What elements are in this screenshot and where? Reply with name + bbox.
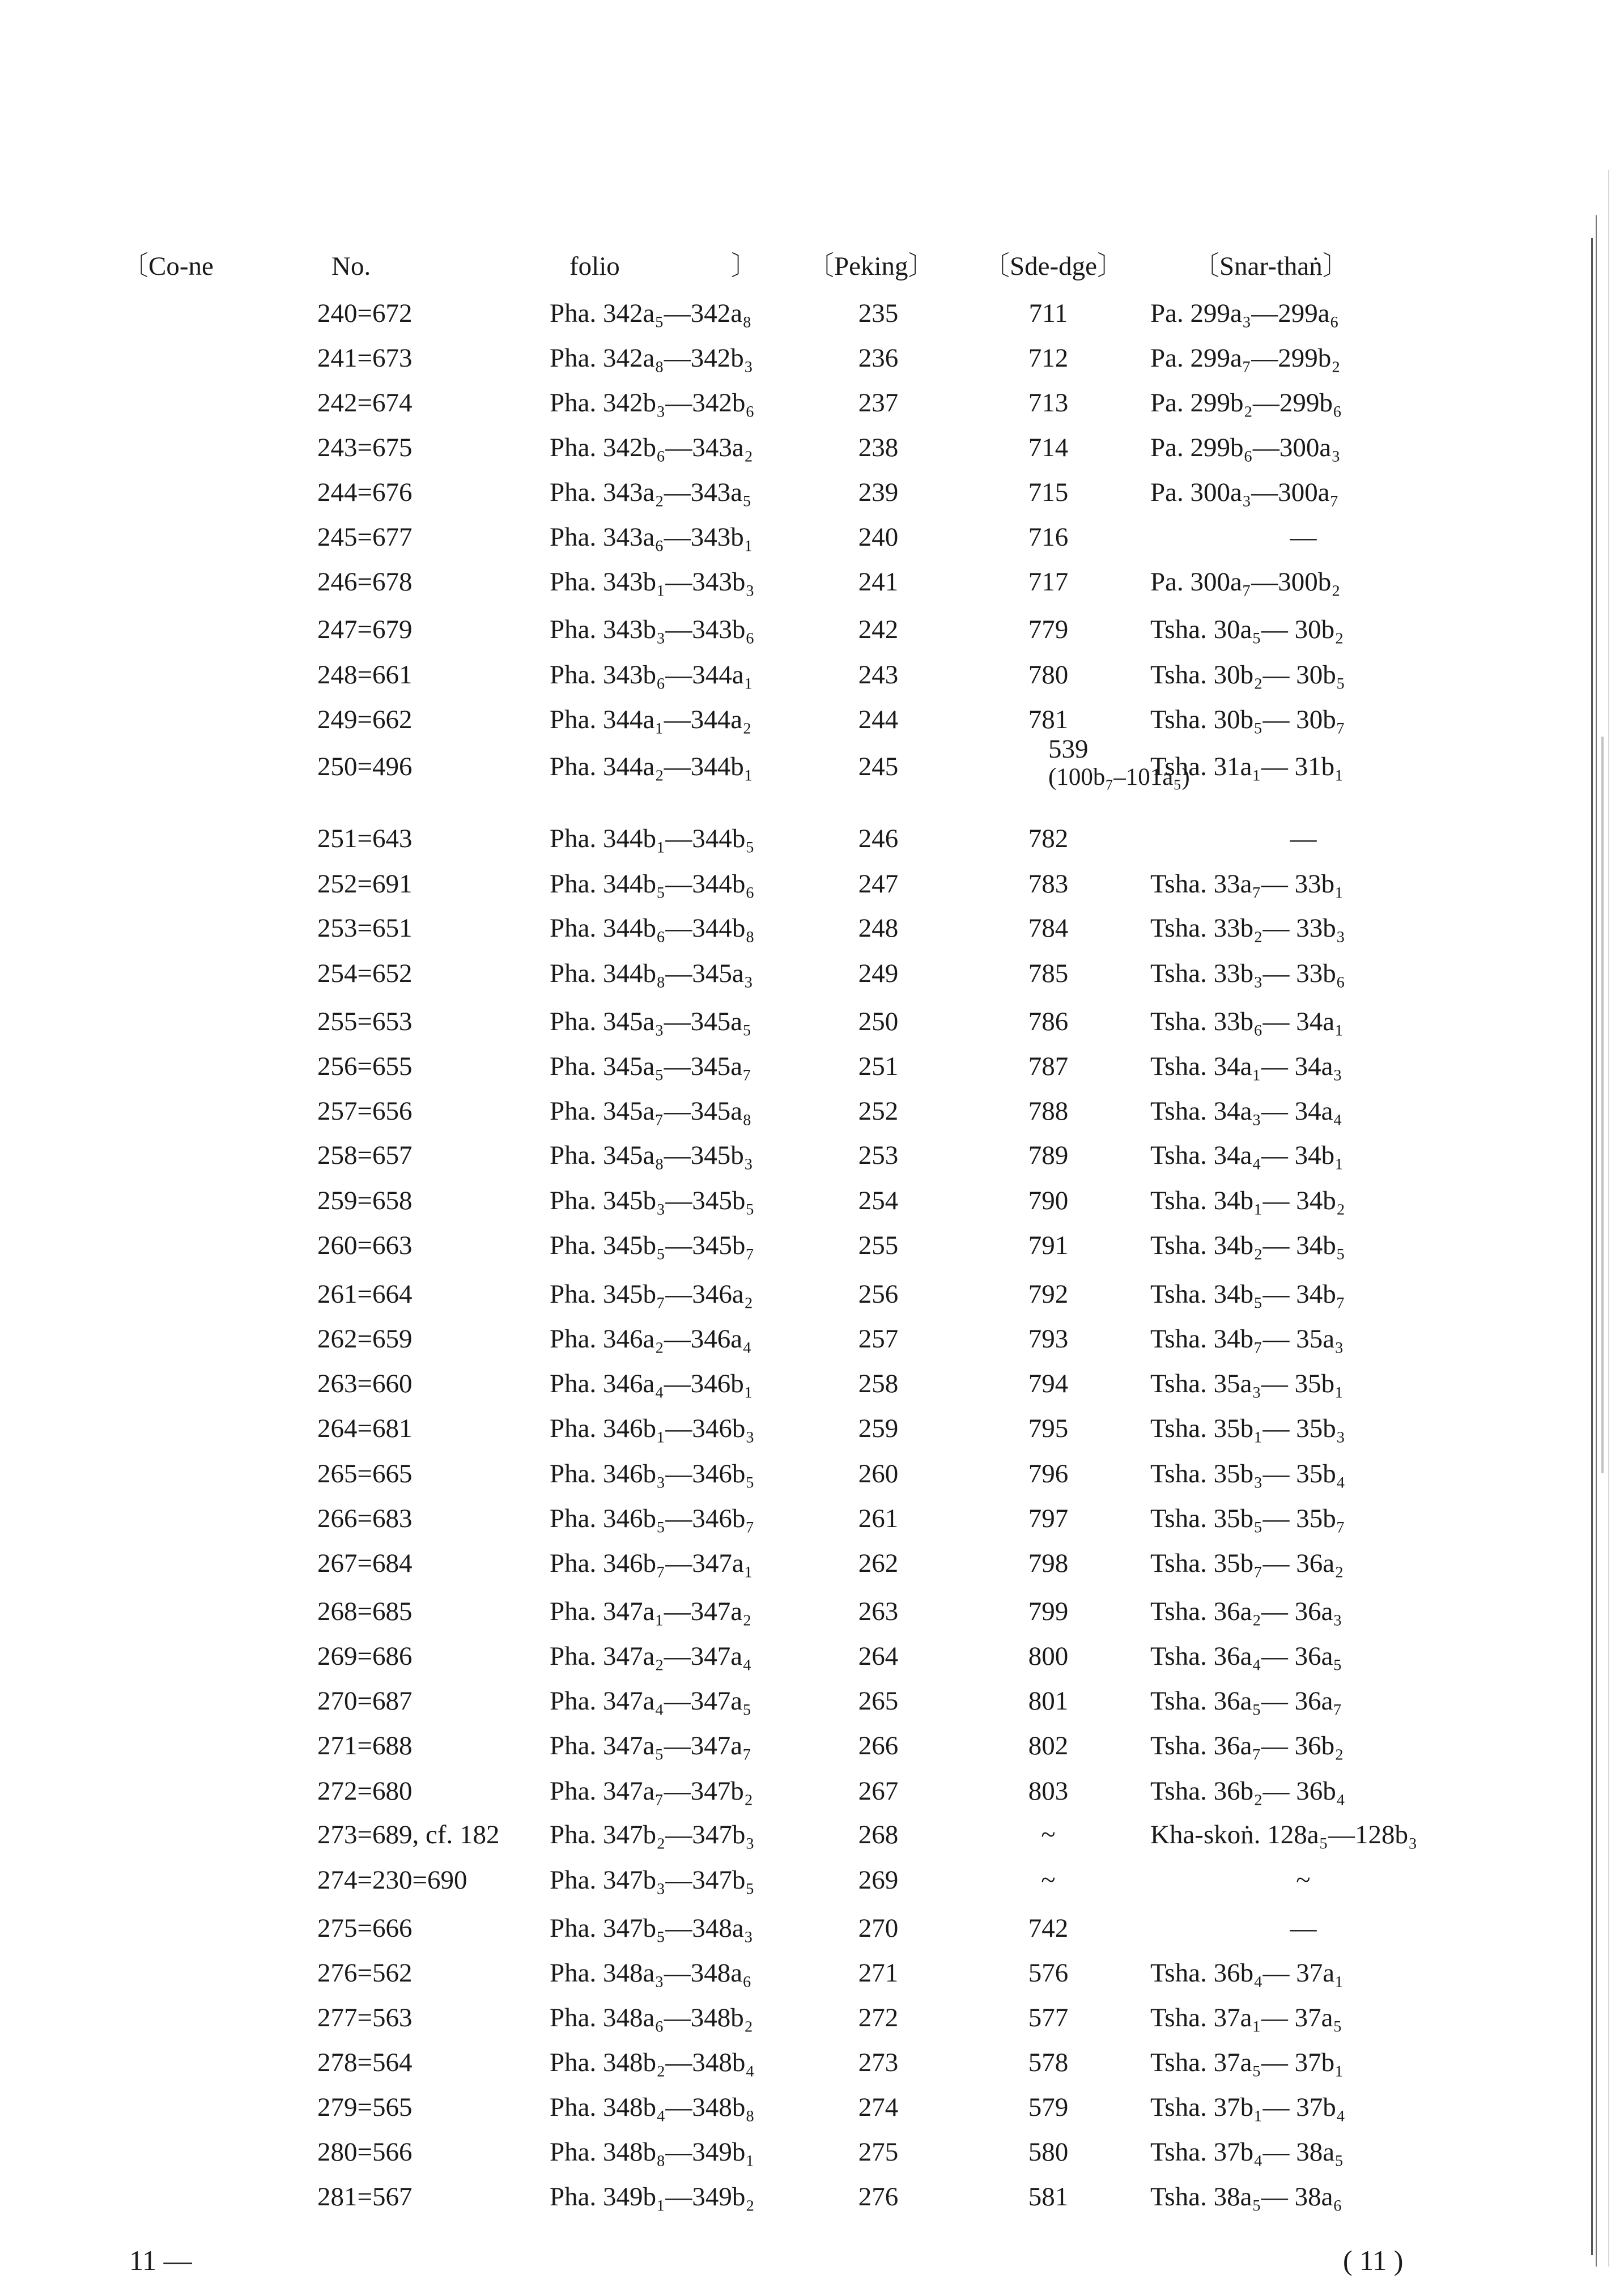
cell-peking-text: 257 — [858, 1324, 899, 1354]
cell-snar-than: Tsha. 34b₅— 34b₇ — [1150, 1279, 1346, 1309]
cell-no: 257=656 — [317, 1096, 413, 1126]
cell-sde-dge-text: 578 — [1028, 2048, 1069, 2077]
cell-snar-than: Tsha. 31a₁— 31b₁ — [1150, 752, 1344, 781]
cell-folio: Pha. 345a₈—345b₃ — [550, 1141, 754, 1170]
table-row — [0, 1503, 1624, 1548]
cell-sde-dge-text: 798 — [1028, 1549, 1069, 1578]
cell-sde-dge-text: 789 — [1028, 1141, 1069, 1170]
cell-no: 266=683 — [317, 1504, 413, 1533]
cell-sde-dge-text: 797 — [1028, 1504, 1069, 1533]
cell-no: 250=496 — [317, 752, 413, 781]
cell-no: 267=684 — [317, 1549, 413, 1578]
cell-peking-text: 255 — [858, 1231, 899, 1260]
cell-snar-than: Kha-skoṅ. 128a₅—128b₃ — [1150, 1820, 1418, 1849]
cell-snar-than: Tsha. 34a₄— 34b₁ — [1150, 1141, 1344, 1170]
table-row — [0, 566, 1624, 611]
cell-sde-dge-text: 794 — [1028, 1369, 1069, 1398]
cell-snar-than: Tsha. 37a₁— 37a₅ — [1150, 2003, 1342, 2033]
cell-folio: Pha. 343a₆—343b₁ — [550, 522, 754, 552]
cell-folio: Pha. 343a₂—343a₅ — [550, 478, 752, 507]
cell-snar-than: Tsha. 34b₇— 35a₃ — [1150, 1324, 1344, 1354]
table-row — [0, 2002, 1624, 2047]
table-row — [0, 1685, 1624, 1730]
table-row — [0, 2091, 1624, 2137]
cell-folio: Pha. 347b₅—348a₃ — [550, 1914, 754, 1943]
cell-sde-dge-text: 711 — [1028, 299, 1068, 328]
cell-no: 269=686 — [317, 1642, 413, 1671]
cell-snar-than: Tsha. 38a₅— 38a₆ — [1150, 2182, 1342, 2212]
cell-snar-than-text: — — [1290, 522, 1317, 552]
cell-no: 277=563 — [317, 2003, 413, 2033]
cell-snar-than: Pa. 299a₇—299b₂ — [1150, 343, 1341, 373]
cell-sde-dge-text: 579 — [1028, 2093, 1069, 2122]
table-row: 250=496 Pha. 344a₂—344b₁ 245 539 (100b₇–101a₅) Tsha. 31a₁— 31b₁ — [317, 734, 1344, 790]
cell-folio: Pha. 348b₂—348b₄ — [550, 2048, 755, 2077]
table-row — [0, 1912, 1624, 1958]
table-row — [0, 1051, 1624, 1096]
cell-snar-than: Tsha. 36a₅— 36a₇ — [1150, 1686, 1342, 1716]
table-row — [0, 342, 1624, 388]
table-row — [0, 1819, 1624, 1864]
cell-peking-text: 253 — [858, 1141, 899, 1170]
cell-snar-than: Pa. 299b₆—300a₃ — [1150, 433, 1341, 462]
cell-folio: Pha. 344a₂—344b₁ — [550, 752, 754, 781]
table-row — [0, 1140, 1624, 1185]
cell-no: 243=675 — [317, 433, 413, 462]
table-row — [0, 1775, 1624, 1821]
cell-no: 264=681 — [317, 1414, 413, 1443]
table-row — [0, 521, 1624, 567]
cell-snar-than-text: — — [1290, 824, 1317, 853]
cell-snar-than: Pa. 299a₃—299a₆ — [1150, 299, 1339, 328]
cell-folio: Pha. 345b₅—345b₇ — [550, 1231, 755, 1260]
table-row — [0, 1864, 1624, 1910]
table-row — [0, 614, 1624, 659]
cell-folio: Pha. 343b₆—344a₁ — [550, 660, 754, 690]
cell-folio: Pha. 348a₆—348b₂ — [550, 2003, 754, 2033]
cell-sde-dge-text: 714 — [1028, 433, 1069, 462]
cell-sde-dge-text: 742 — [1028, 1914, 1069, 1943]
cell-snar-than: Tsha. 37b₄— 38a₅ — [1150, 2137, 1344, 2167]
cell-peking-text: 252 — [858, 1096, 899, 1126]
cell-folio: Pha. 345b₇—346a₂ — [550, 1279, 754, 1309]
cell-snar-than: Tsha. 36a₂— 36a₃ — [1150, 1597, 1342, 1626]
cell-no: 274=230=690 — [317, 1865, 467, 1895]
cell-snar-than: Tsha. 36a₄— 36a₅ — [1150, 1642, 1342, 1671]
table-row — [0, 1413, 1624, 1458]
cell-sde-dge-text: 795 — [1028, 1414, 1069, 1443]
cell-peking-text: 272 — [858, 2003, 899, 2033]
cell-sde-dge-text: 785 — [1028, 959, 1069, 988]
cell-no: 268=685 — [317, 1597, 413, 1626]
table-row — [0, 1957, 1624, 2002]
table-row — [0, 1230, 1624, 1275]
cell-folio: Pha. 347a₅—347a₇ — [550, 1731, 752, 1761]
cell-folio: Pha. 348b₄—348b₈ — [550, 2093, 755, 2122]
cell-peking-text: 235 — [858, 299, 899, 328]
cell-sde-dge-text: 577 — [1028, 2003, 1069, 2033]
cell-folio: Pha. 342a₈—342b₃ — [550, 343, 754, 373]
cell-peking-text: 243 — [858, 660, 899, 690]
cell-no: 247=679 — [317, 615, 413, 644]
cell-sde-dge-text: 790 — [1028, 1186, 1069, 1215]
cell-sde-dge-text: ~ — [1041, 1865, 1056, 1895]
cell-folio: Pha. 348a₃—348a₆ — [550, 1958, 752, 1988]
cell-snar-than: Pa. 299b₂—299b₆ — [1150, 388, 1342, 418]
cell-no: 260=663 — [317, 1231, 413, 1260]
table-row — [0, 477, 1624, 522]
cell-snar-than: Tsha. 33b₆— 34a₁ — [1150, 1007, 1344, 1036]
table-row — [0, 912, 1624, 958]
cell-sde-dge-text: 786 — [1028, 1007, 1069, 1036]
cell-snar-than: Tsha. 34a₁— 34a₃ — [1150, 1052, 1342, 1081]
cell-no: 263=660 — [317, 1369, 413, 1398]
header-folio-bracket: 〕 — [731, 252, 758, 281]
table-row — [0, 387, 1624, 432]
cell-folio: Pha. 346a₄—346b₁ — [550, 1369, 754, 1398]
cell-peking-text: 238 — [858, 433, 899, 462]
cell-peking-text: 273 — [858, 2048, 899, 2077]
cell-sde-dge-text: 581 — [1028, 2182, 1069, 2212]
cell-folio: Pha. 346b₃—346b₅ — [550, 1459, 755, 1489]
cell-peking-text: 275 — [858, 2137, 899, 2167]
table-row — [0, 1596, 1624, 1641]
cell-peking-text: 237 — [858, 388, 899, 418]
cell-sde-dge-text: 576 — [1028, 1958, 1069, 1988]
cell-folio: Pha. 344b₆—344b₈ — [550, 913, 755, 943]
header-peking: 〔Peking〕 — [807, 252, 935, 281]
cell-sde-dge-text: 713 — [1028, 388, 1069, 418]
cell-no: 273=689, cf. 182 — [317, 1820, 500, 1849]
cell-peking-text: 242 — [858, 615, 899, 644]
header-no: No. — [331, 252, 371, 281]
cell-peking-text: 256 — [858, 1279, 899, 1309]
cell-peking-text: 248 — [858, 913, 899, 943]
table-row — [0, 704, 1624, 749]
table-row — [0, 2136, 1624, 2182]
cell-folio: Pha. 344b₈—345a₃ — [550, 959, 754, 988]
cell-no: 254=652 — [317, 959, 413, 988]
cell-snar-than: Tsha. 35b₅— 35b₇ — [1150, 1504, 1346, 1533]
cell-folio: Pha. 344a₁—344a₂ — [550, 705, 752, 734]
cell-no: 252=691 — [317, 869, 413, 899]
cell-no: 246=678 — [317, 567, 413, 597]
cell-folio: Pha. 344b₅—344b₆ — [550, 869, 755, 899]
cell-no: 256=655 — [317, 1052, 413, 1081]
table-row — [0, 1730, 1624, 1775]
cell-snar-than: Tsha. 33a₇— 33b₁ — [1150, 869, 1344, 899]
cell-no: 276=562 — [317, 1958, 413, 1988]
table-row — [0, 297, 1624, 343]
cell-folio: Pha. 349b₁—349b₂ — [550, 2182, 755, 2212]
cell-no: 251=643 — [317, 824, 413, 853]
cell-peking-text: 276 — [858, 2182, 899, 2212]
cell-snar-than: Tsha. 37a₅— 37b₁ — [1150, 2048, 1344, 2077]
cell-peking-text: 261 — [858, 1504, 899, 1533]
cell-folio: Pha. 342a₅—342a₈ — [550, 299, 752, 328]
table-row — [0, 823, 1624, 868]
cell-sde-dge-text: 799 — [1028, 1597, 1069, 1626]
cell-folio: Pha. 345a₇—345a₈ — [550, 1096, 752, 1126]
cell-snar-than: Tsha. 36b₂— 36b₄ — [1150, 1776, 1346, 1806]
table-row — [0, 868, 1624, 913]
cell-peking-text: 250 — [858, 1007, 899, 1036]
cell-snar-than: Tsha. 30a₅— 30b₂ — [1150, 615, 1344, 644]
header-co-ne: 〔Co-ne — [122, 252, 214, 281]
cell-snar-than: Tsha. 37b₁— 37b₄ — [1150, 2093, 1346, 2122]
cell-no: 270=687 — [317, 1686, 413, 1716]
cell-peking-text: 246 — [858, 824, 899, 853]
header-snar-than: 〔Snar-thaṅ〕 — [1193, 252, 1349, 281]
cell-peking-text: 267 — [858, 1776, 899, 1806]
scan-edge-shadow — [1556, 0, 1624, 2296]
table-row — [0, 958, 1624, 1003]
table-row — [0, 1006, 1624, 1051]
cell-sde-dge-text: 800 — [1028, 1642, 1069, 1671]
cell-no: 242=674 — [317, 388, 413, 418]
cell-no: 272=680 — [317, 1776, 413, 1806]
cell-snar-than: Tsha. 35b₁— 35b₃ — [1150, 1414, 1346, 1443]
cell-no: 241=673 — [317, 343, 413, 373]
cell-peking-text: 245 — [858, 752, 899, 781]
cell-no: 240=672 — [317, 299, 413, 328]
cell-sde-dge-text: 712 — [1028, 343, 1069, 373]
header-folio: folio — [569, 252, 620, 281]
cell-folio: Pha. 345b₃—345b₅ — [550, 1186, 755, 1215]
cell-folio: Pha. 346b₅—346b₇ — [550, 1504, 755, 1533]
cell-no: 261=664 — [317, 1279, 413, 1309]
cell-sde-dge-text: 803 — [1028, 1776, 1069, 1806]
cell-peking-text: 260 — [858, 1459, 899, 1489]
cell-sde-dge-text: 791 — [1028, 1231, 1069, 1260]
cell-no: 253=651 — [317, 913, 413, 943]
page-number-left: 11 — — [129, 2244, 192, 2276]
cell-snar-than: Tsha. 34b₁— 34b₂ — [1150, 1186, 1346, 1215]
cell-folio: Pha. 345a₃—345a₅ — [550, 1007, 752, 1036]
cell-peking-text: 249 — [858, 959, 899, 988]
cell-peking-text: 247 — [858, 869, 899, 899]
cell-folio: Pha. 347a₇—347b₂ — [550, 1776, 754, 1806]
cell-sde-dge-text: 784 — [1028, 913, 1069, 943]
cell-peking-text: 268 — [858, 1820, 899, 1849]
table-row — [0, 659, 1624, 704]
cell-peking-text: 241 — [858, 567, 899, 597]
cell-snar-than: Tsha. 33b₂— 33b₃ — [1150, 913, 1346, 943]
cell-peking-text: 244 — [858, 705, 899, 734]
cell-no: 271=688 — [317, 1731, 413, 1761]
cell-peking-text: 262 — [858, 1549, 899, 1578]
cell-snar-than: Tsha. 36a₇— 36b₂ — [1150, 1731, 1344, 1761]
cell-peking-text: 274 — [858, 2093, 899, 2122]
cell-peking-text: 270 — [858, 1914, 899, 1943]
table-row — [0, 1547, 1624, 1593]
cell-no: 278=564 — [317, 2048, 413, 2077]
cell-folio: Pha. 342b₃—342b₆ — [550, 388, 755, 418]
cell-snar-than: Pa. 300a₇—300b₂ — [1150, 567, 1341, 597]
cell-sde-dge-text: 717 — [1028, 567, 1069, 597]
table-row — [0, 1095, 1624, 1141]
cell-no: 281=567 — [317, 2182, 413, 2212]
cell-sde-dge-text: 793 — [1028, 1324, 1069, 1354]
cell-no: 245=677 — [317, 522, 413, 552]
cell-folio: Pha. 348b₈—349b₁ — [550, 2137, 755, 2167]
cell-snar-than: Tsha. 35a₃— 35b₁ — [1150, 1369, 1344, 1398]
cell-snar-than: Tsha. 30b₂— 30b₅ — [1150, 660, 1346, 690]
cell-snar-than-text: ~ — [1296, 1865, 1311, 1895]
cell-folio: Pha. 346b₇—347a₁ — [550, 1549, 754, 1578]
page-number-right: ( 11 ) — [1343, 2244, 1404, 2276]
cell-folio: Pha. 347b₂—347b₃ — [550, 1820, 755, 1849]
cell-sde-dge-text: 792 — [1028, 1279, 1069, 1309]
cell-folio: Pha. 347a₂—347a₄ — [550, 1642, 752, 1671]
cell-peking-text: 240 — [858, 522, 899, 552]
cell-peking-text: 254 — [858, 1186, 899, 1215]
cell-folio: Pha. 346a₂—346a₄ — [550, 1324, 752, 1354]
table-row — [0, 1458, 1624, 1503]
cell-no: 280=566 — [317, 2137, 413, 2167]
cell-snar-than: Pa. 300a₃—300a₇ — [1150, 478, 1339, 507]
cell-snar-than: Tsha. 34b₂— 34b₅ — [1150, 1231, 1346, 1260]
cell-peking-text: 258 — [858, 1369, 899, 1398]
table-row — [0, 1640, 1624, 1686]
cell-sde-dge-text: ~ — [1041, 1820, 1056, 1849]
cell-folio: Pha. 347b₃—347b₅ — [550, 1865, 755, 1895]
cell-peking-text: 271 — [858, 1958, 899, 1988]
cell-peking-text: 263 — [858, 1597, 899, 1626]
cell-folio: Pha. 347a₁—347a₂ — [550, 1597, 752, 1626]
table-row — [0, 1323, 1624, 1368]
table-row — [0, 2181, 1624, 2226]
cell-peking-text: 264 — [858, 1642, 899, 1671]
cell-snar-than: Tsha. 35b₃— 35b₄ — [1150, 1459, 1346, 1489]
cell-peking-text: 239 — [858, 478, 899, 507]
cell-no: 279=565 — [317, 2093, 413, 2122]
cell-folio: Pha. 344b₁—344b₅ — [550, 824, 755, 853]
cell-sde-dge-text: 801 — [1028, 1686, 1069, 1716]
cell-peking-text: 259 — [858, 1414, 899, 1443]
cell-no: 255=653 — [317, 1007, 413, 1036]
cell-sde-dge-text: 782 — [1028, 824, 1069, 853]
cell-folio: Pha. 342b₆—343a₂ — [550, 433, 754, 462]
cell-sde-dge-text: 715 — [1028, 478, 1069, 507]
cell-folio: Pha. 346b₁—346b₃ — [550, 1414, 755, 1443]
table-row — [0, 1185, 1624, 1230]
cell-no: 265=665 — [317, 1459, 413, 1489]
cell-no: 249=662 — [317, 705, 413, 734]
cell-no: 244=676 — [317, 478, 413, 507]
header-sde-dge: 〔Sde-dge〕 — [983, 252, 1124, 281]
cell-snar-than: Tsha. 33b₃— 33b₆ — [1150, 959, 1346, 988]
cell-snar-than: Tsha. 35b₇— 36a₂ — [1150, 1549, 1344, 1578]
cell-folio: Pha. 343b₁—343b₃ — [550, 567, 755, 597]
cell-folio: Pha. 347a₄—347a₅ — [550, 1686, 752, 1716]
cell-peking-text: 236 — [858, 343, 899, 373]
cell-snar-than: Tsha. 30b₅— 30b₇ — [1150, 705, 1346, 734]
cell-sde-dge-text: 781 — [1028, 705, 1069, 734]
cell-peking-text: 266 — [858, 1731, 899, 1761]
cell-folio: Pha. 343b₃—343b₆ — [550, 615, 755, 644]
cell-sde-dge-text: 783 — [1028, 869, 1069, 899]
cell-sde-dge-text: 796 — [1028, 1459, 1069, 1489]
cell-sde-dge-text: 788 — [1028, 1096, 1069, 1126]
cell-no: 262=659 — [317, 1324, 413, 1354]
table-row — [0, 432, 1624, 477]
cell-no: 248=661 — [317, 660, 413, 690]
cell-snar-than: Tsha. 36b₄— 37a₁ — [1150, 1958, 1344, 1988]
cell-peking-text: 251 — [858, 1052, 899, 1081]
cell-sde-dge-text: 580 — [1028, 2137, 1069, 2167]
table-row — [0, 1278, 1624, 1324]
cell-no: 275=666 — [317, 1914, 413, 1943]
table-row — [0, 1368, 1624, 1413]
cell-no: 258=657 — [317, 1141, 413, 1170]
cell-snar-than-text: — — [1290, 1914, 1317, 1943]
cell-sde-dge-text: 716 — [1028, 522, 1069, 552]
cell-folio: Pha. 345a₅—345a₇ — [550, 1052, 752, 1081]
cell-sde-dge-text: 802 — [1028, 1731, 1069, 1761]
table-row — [0, 2047, 1624, 2092]
cell-sde-dge-text: 779 — [1028, 615, 1069, 644]
cell-sde-dge-text: 787 — [1028, 1052, 1069, 1081]
cell-sde-dge-text: 780 — [1028, 660, 1069, 690]
cell-peking-text: 265 — [858, 1686, 899, 1716]
cell-snar-than: Tsha. 34a₃— 34a₄ — [1150, 1096, 1342, 1126]
cell-no: 259=658 — [317, 1186, 413, 1215]
cell-peking-text: 269 — [858, 1865, 899, 1895]
